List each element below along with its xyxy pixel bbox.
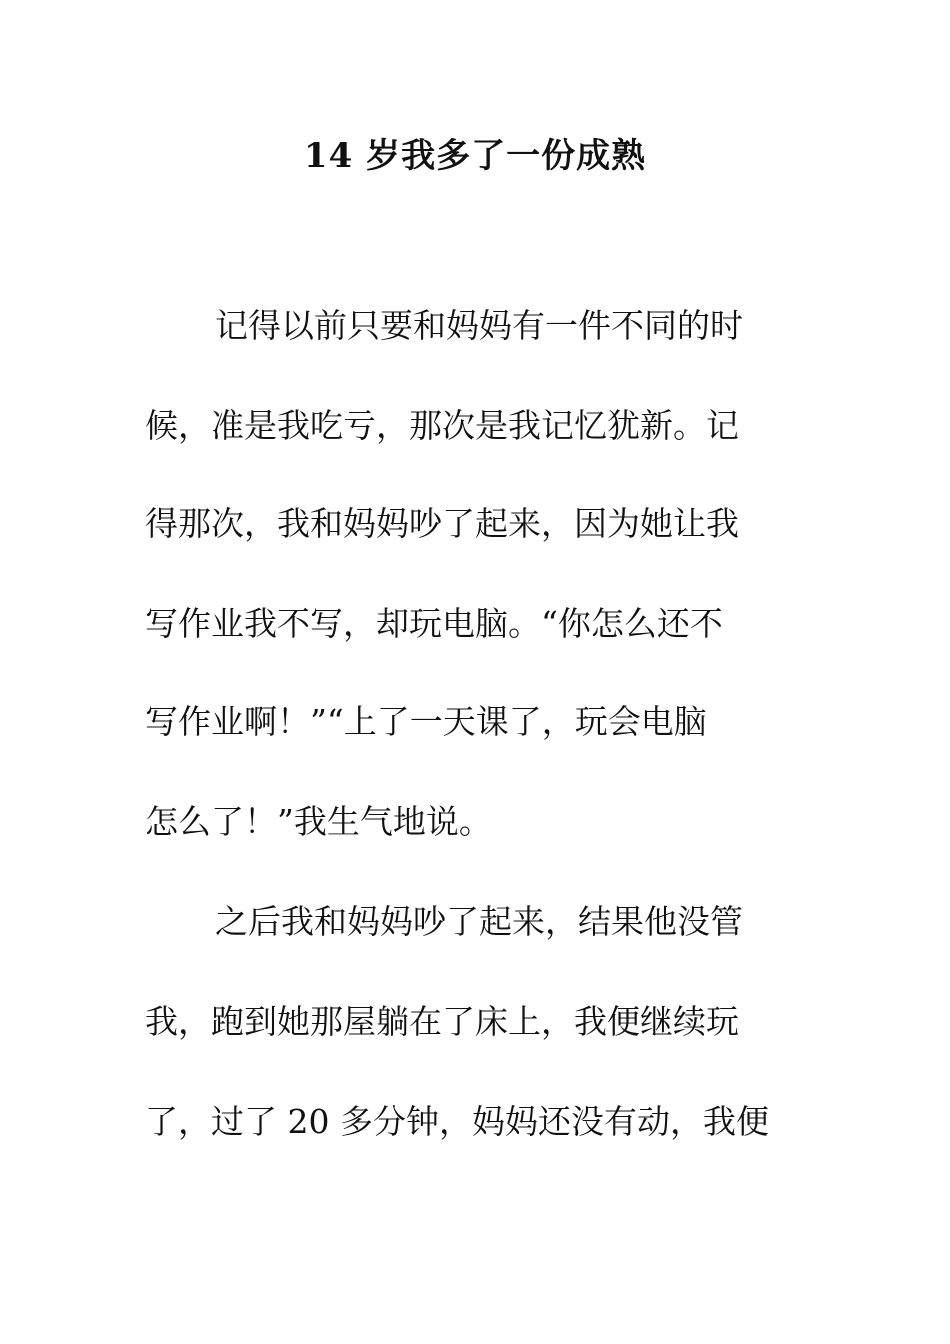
paragraph-1-line-3: 得那次，我和妈妈吵了起来，因为她让我 <box>145 504 739 543</box>
paragraph-1-line-2: 候，准是我吃亏，那次是我记忆犹新。记 <box>145 406 739 445</box>
paragraph-2-line-2: 我，跑到她那屋躺在了床上，我便继续玩 <box>145 1002 739 1041</box>
paragraph-2-line-3: 了，过了 20 多分钟，妈妈还没有动，我便 <box>145 1102 769 1141</box>
paragraph-1-line-1: 记得以前只要和妈妈有一件不同的时 <box>215 306 743 345</box>
document-title: 14 岁我多了一份成熟 <box>303 136 647 176</box>
paragraph-1-line-5: 写作业啊！”“上了一天课了，玩会电脑 <box>145 702 707 741</box>
paragraph-1-line-6: 怎么了！”我生气地说。 <box>145 802 492 841</box>
paragraph-1-line-4: 写作业我不写，却玩电脑。“你怎么还不 <box>145 604 723 643</box>
paragraph-2-line-1: 之后我和妈妈吵了起来，结果他没管 <box>215 902 743 941</box>
